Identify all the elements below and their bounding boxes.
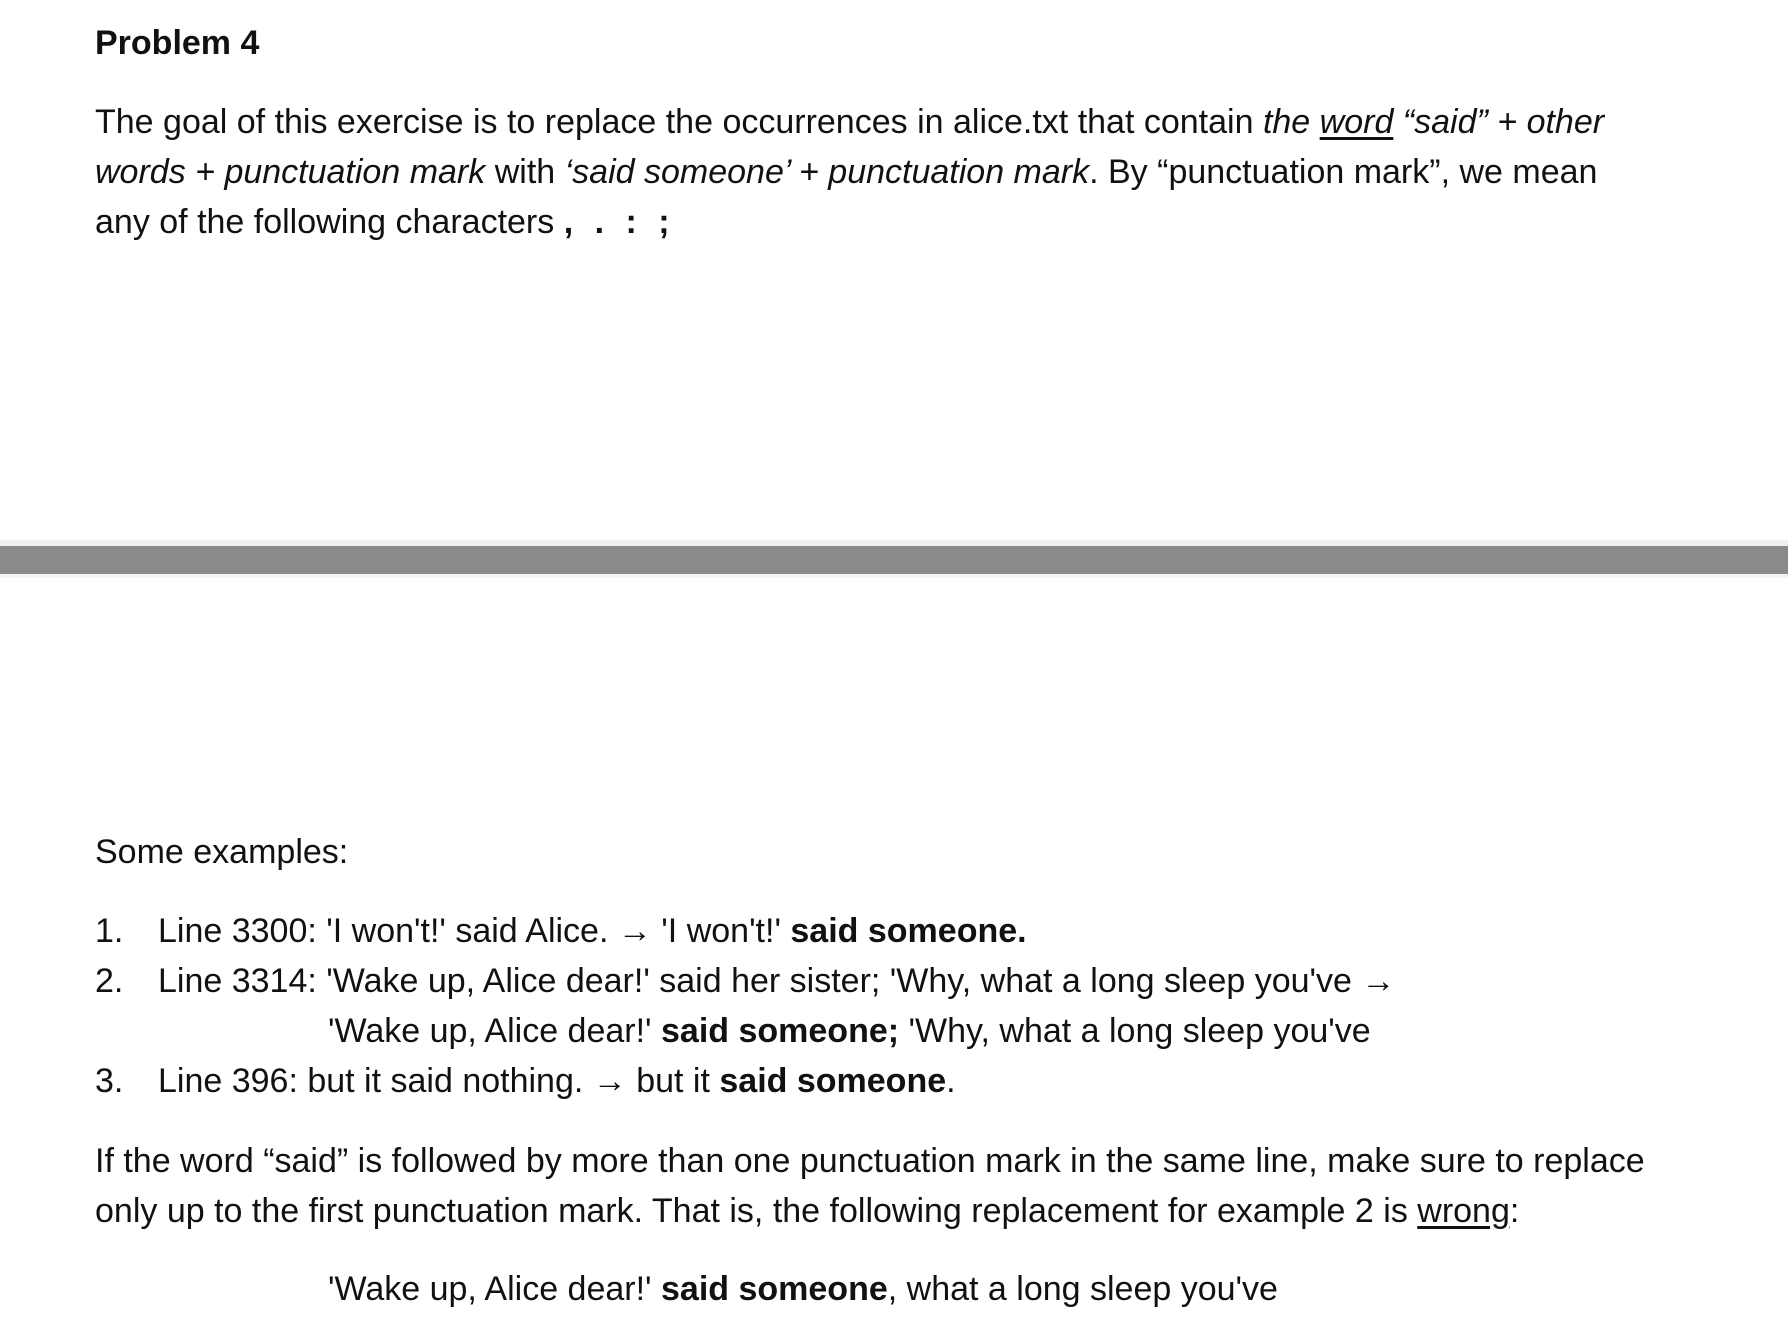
goal-italic-the: the xyxy=(1262,103,1320,141)
examples-heading: Some examples: xyxy=(95,833,349,871)
punctuation-chars: , . : ; xyxy=(563,203,676,241)
example-2-text: Line 3314: 'Wake up, Alice dear!' said her sister; 'Why, what a long sleep you've → xyxy=(158,962,1396,1000)
problem-title: Problem 4 xyxy=(95,24,260,62)
list-number: 1. xyxy=(95,912,124,950)
example-3-period: . xyxy=(946,1062,956,1100)
goal-line-1 xyxy=(95,97,1604,147)
goal-paragraph xyxy=(95,97,1604,247)
example-text xyxy=(158,1056,956,1106)
goal-italic-said-someone: ‘said someone’ + punctuation mark xyxy=(564,153,1090,191)
goal-line-3 xyxy=(95,197,1604,247)
goal-punctuation-def: . By “punctuation mark”, we mean xyxy=(1089,153,1598,191)
list-number: 2. xyxy=(95,962,124,1000)
example-2-bold: said someone; xyxy=(661,1012,900,1050)
goal-italic-words: words + punctuation mark xyxy=(95,153,486,191)
note-colon: : xyxy=(1509,1192,1520,1230)
page-divider xyxy=(0,540,1788,578)
note-line-2-text: only up to the first punctuation mark. That is, the following replacement for example 2 is xyxy=(95,1192,1418,1230)
example-2-continuation xyxy=(328,1006,1371,1056)
example-2-cont-rest: 'Why, what a long sleep you've xyxy=(899,1012,1371,1050)
goal-chars-intro: any of the following characters xyxy=(95,203,564,241)
wrong-example-rest: , what a long sleep you've xyxy=(887,1270,1278,1308)
example-1-text: Line 3300: 'I won't!' said Alice. → 'I won't!' xyxy=(158,912,791,950)
example-3-text: Line 396: but it said nothing. → but it xyxy=(158,1062,720,1100)
goal-with: with xyxy=(485,153,565,191)
example-1-bold: said someone. xyxy=(790,912,1027,950)
wrong-example-bold: said someone xyxy=(661,1270,888,1308)
goal-line-2 xyxy=(95,147,1604,197)
example-2-cont-text: 'Wake up, Alice dear!' xyxy=(328,1012,661,1050)
note-line-2 xyxy=(95,1186,1645,1236)
note-wrong: wrong xyxy=(1417,1192,1510,1230)
example-3-bold: said someone xyxy=(719,1062,947,1100)
list-number: 3. xyxy=(95,1062,124,1100)
example-text xyxy=(158,906,1027,956)
goal-text: The goal of this exercise is to replace the occurrences in alice.txt that contain xyxy=(95,103,1263,141)
wrong-example-text: 'Wake up, Alice dear!' xyxy=(328,1270,661,1308)
goal-italic-said: “said” + other xyxy=(1393,103,1605,141)
note-paragraph xyxy=(95,1136,1645,1236)
goal-underlined-word: word xyxy=(1319,103,1394,141)
wrong-example xyxy=(328,1264,1278,1314)
note-line-1: If the word “said” is followed by more than one punctuation mark in the same line, make sure to replace xyxy=(95,1142,1645,1180)
